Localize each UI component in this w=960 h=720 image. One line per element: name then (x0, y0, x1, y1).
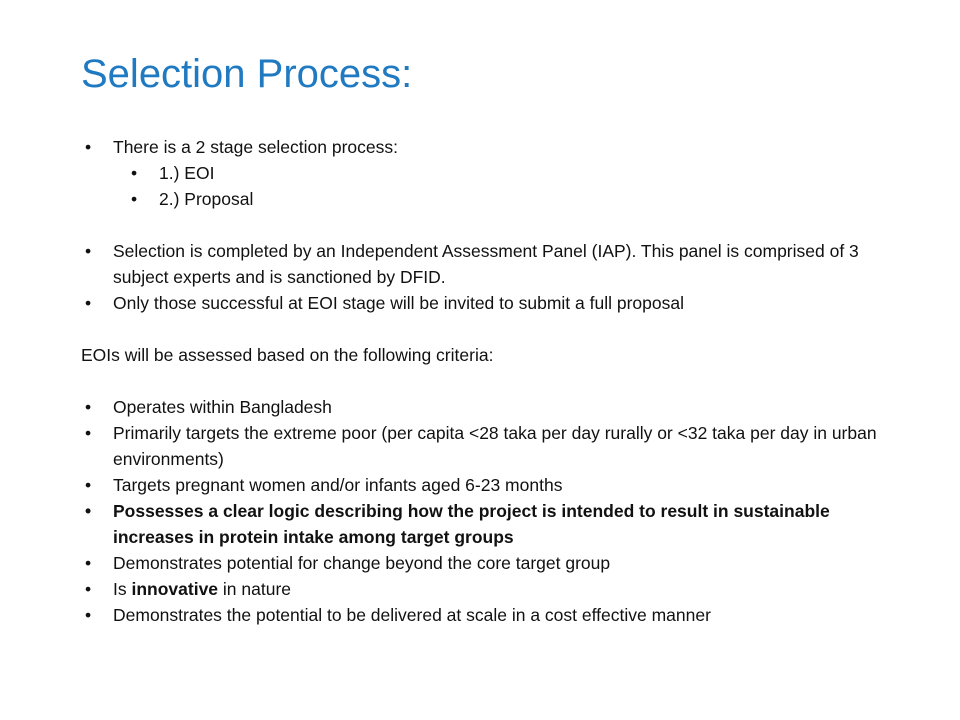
criteria-item-extreme-poor: • Primarily targets the extreme poor (per capita <28 taka per day rurally or <32 taka per day in urban environments) (81, 420, 911, 472)
intro-bullet: • There is a 2 stage selection process: (81, 134, 911, 160)
innovative-emphasis: innovative (131, 579, 219, 599)
stage-list (81, 134, 911, 212)
criteria-item-innovative (81, 576, 911, 602)
criteria-heading: EOIs will be assessed based on the following criteria: (81, 345, 494, 365)
stage-item-eoi: • 1.) EOI (81, 160, 911, 186)
innovative-suffix: in nature (218, 579, 292, 599)
stage-item-proposal: • 2.) Proposal (81, 186, 911, 212)
criteria-item-scale: • Demonstrates the potential to be delivered at scale in a cost effective manner (81, 602, 911, 628)
panel-list (81, 238, 911, 316)
slide-title: Selection Process: (81, 52, 413, 96)
spacer (81, 368, 911, 394)
criteria-item-clear-logic: • Possesses a clear logic describing how the project is intended to result in sustainable increases in protein intake among target groups (81, 498, 911, 550)
criteria-item-potential-change: • Demonstrates potential for change beyond the core target group (81, 550, 911, 576)
criteria-list (81, 394, 911, 628)
spacer (81, 212, 911, 238)
panel-bullet-successful: • Only those successful at EOI stage will be invited to submit a full proposal (81, 290, 911, 316)
innovative-prefix: Is (113, 579, 132, 599)
spacer (81, 316, 911, 342)
criteria-item-pregnant-women: • Targets pregnant women and/or infants aged 6-23 months (81, 472, 911, 498)
slide-body (81, 134, 911, 628)
panel-bullet-iap: • Selection is completed by an Independent Assessment Panel (IAP). This panel is comprised of 3 subject experts and is sanctioned by DFID. (81, 238, 911, 290)
criteria-item-bangladesh: • Operates within Bangladesh (81, 394, 911, 420)
